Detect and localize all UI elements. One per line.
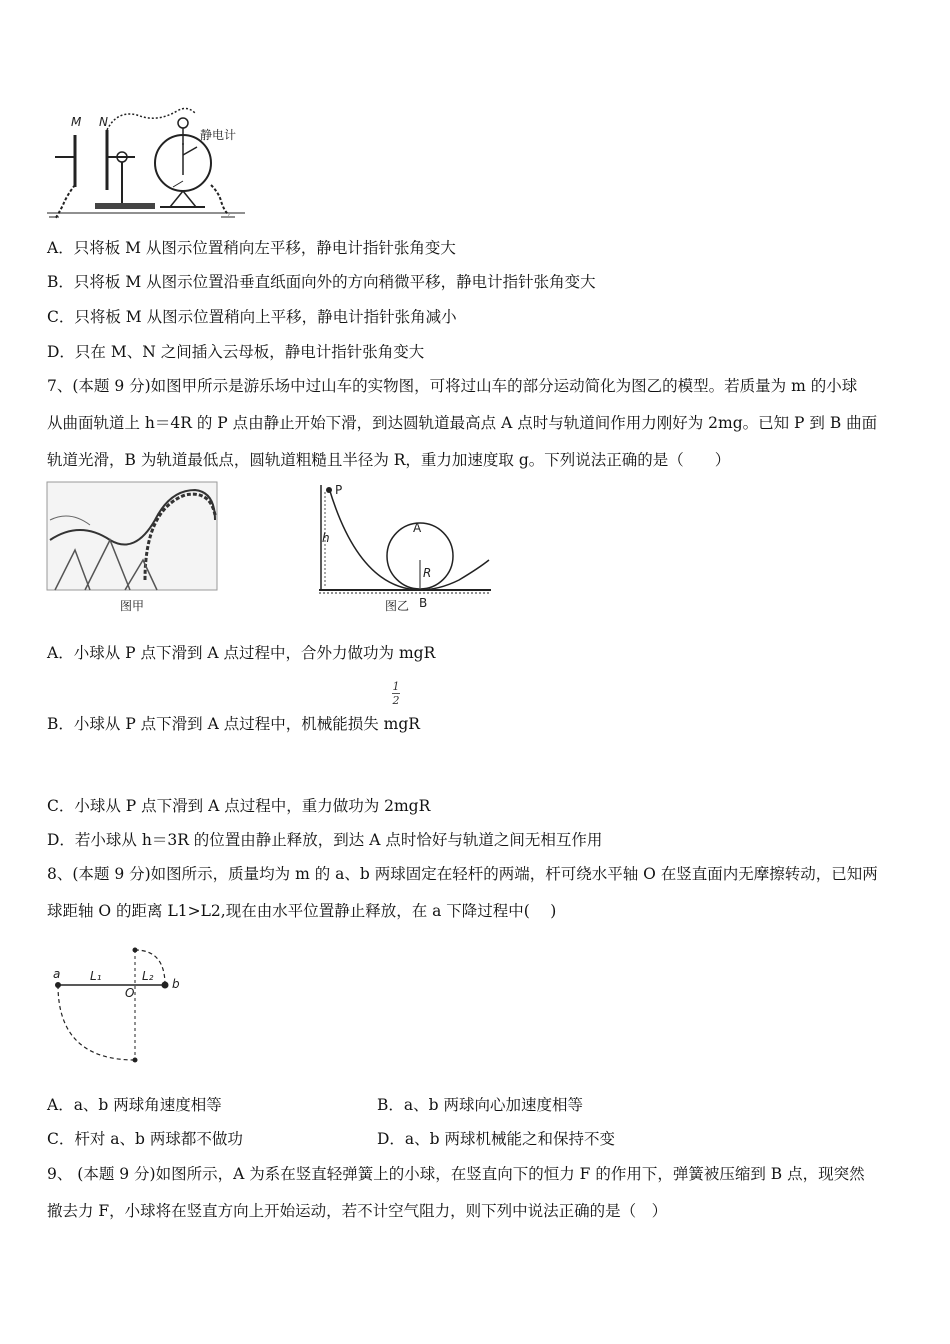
fraction-one-half	[390, 680, 402, 707]
loop-track-model-figure	[315, 480, 495, 615]
label-l2: L₂	[142, 969, 154, 983]
label-axis-o: O	[125, 986, 135, 1000]
q9-stem-line-2: 撤去力 F，小球将在竖直方向上开始运动，若不计空气阻力，则下列中说法正确的是（ ）	[47, 1202, 668, 1220]
q8-option-a: A．a、b 两球角速度相等	[47, 1096, 222, 1114]
label-electrometer: 静电计	[200, 128, 237, 142]
q8-option-b: B．a、b 两球向心加速度相等	[377, 1096, 583, 1114]
q6-option-b: B．只将板 M 从图示位置沿垂直纸面向外的方向稍微平移，静电计指针张角变大	[47, 273, 596, 291]
figure-jia-caption: 图甲	[120, 599, 145, 613]
q6-option-c: C．只将板 M 从图示位置稍向上平移，静电计指针张角减小	[47, 308, 457, 326]
q7-stem-line-2: 从曲面轨道上 h＝4R 的 P 点由静止开始下滑，到达圆轨道最高点 A 点时与轨道间作用力刚好为 2mg。已知 P 到 B 曲面	[47, 414, 878, 432]
rotating-rod-figure	[45, 930, 205, 1070]
q6-option-d: D．只在 M、N 之间插入云母板，静电计指针张角变大	[47, 343, 425, 361]
fraction-numerator: 1	[392, 680, 400, 693]
figure-yi-caption: 图乙	[385, 599, 410, 613]
q7-stem-line-1: 7、(本题 9 分)如图甲所示是游乐场中过山车的实物图，可将过山车的部分运动简化为图乙的模型。若质量为 m 的小球	[47, 377, 858, 395]
label-m: M	[71, 115, 82, 129]
q7-option-c: C．小球从 P 点下滑到 A 点过程中，重力做功为 2mgR	[47, 797, 431, 815]
q6-option-a: A．只将板 M 从图示位置稍向左平移，静电计指针张角变大	[47, 239, 456, 257]
label-n: N	[99, 115, 108, 129]
q7-option-b: B．小球从 P 点下滑到 A 点过程中，机械能损失 mgR	[47, 715, 420, 733]
label-r: R	[423, 566, 432, 580]
label-ball-a: a	[53, 967, 61, 981]
label-h: h	[322, 531, 330, 545]
q7-stem-line-3: 轨道光滑，B 为轨道最低点，圆轨道粗糙且半径为 R，重力加速度取 g。下列说法正确的是（ ）	[47, 451, 731, 469]
q8-option-d: D．a、b 两球机械能之和保持不变	[377, 1130, 616, 1148]
label-p: P	[335, 483, 343, 497]
capacitor-electrometer-figure	[45, 95, 255, 225]
roller-coaster-photo-figure	[45, 480, 220, 615]
label-l1: L₁	[90, 969, 102, 983]
label-ball-b: b	[172, 977, 180, 991]
q8-option-c: C．杆对 a、b 两球都不做功	[47, 1130, 243, 1148]
q8-stem-line-2: 球距轴 O 的距离 L1>L2,现在由水平位置静止释放，在 a 下降过程中( )	[47, 902, 557, 920]
q7-option-a: A．小球从 P 点下滑到 A 点过程中，合外力做功为 mgR	[47, 644, 436, 662]
label-b: B	[419, 596, 428, 610]
fraction-denominator: 2	[392, 694, 400, 707]
q9-stem-line-1: 9、 (本题 9 分)如图所示，A 为系在竖直轻弹簧上的小球，在竖直向下的恒力 F 的作用下，弹簧被压缩到 B 点，现突然	[47, 1165, 865, 1183]
label-a: A	[413, 521, 422, 535]
q8-stem-line-1: 8、(本题 9 分)如图所示，质量均为 m 的 a、b 两球固定在轻杆的两端，杆可绕水平轴 O 在竖直面内无摩擦转动，已知两	[47, 865, 878, 883]
q7-option-d: D．若小球从 h＝3R 的位置由静止释放，到达 A 点时恰好与轨道之间无相互作用	[47, 831, 603, 849]
